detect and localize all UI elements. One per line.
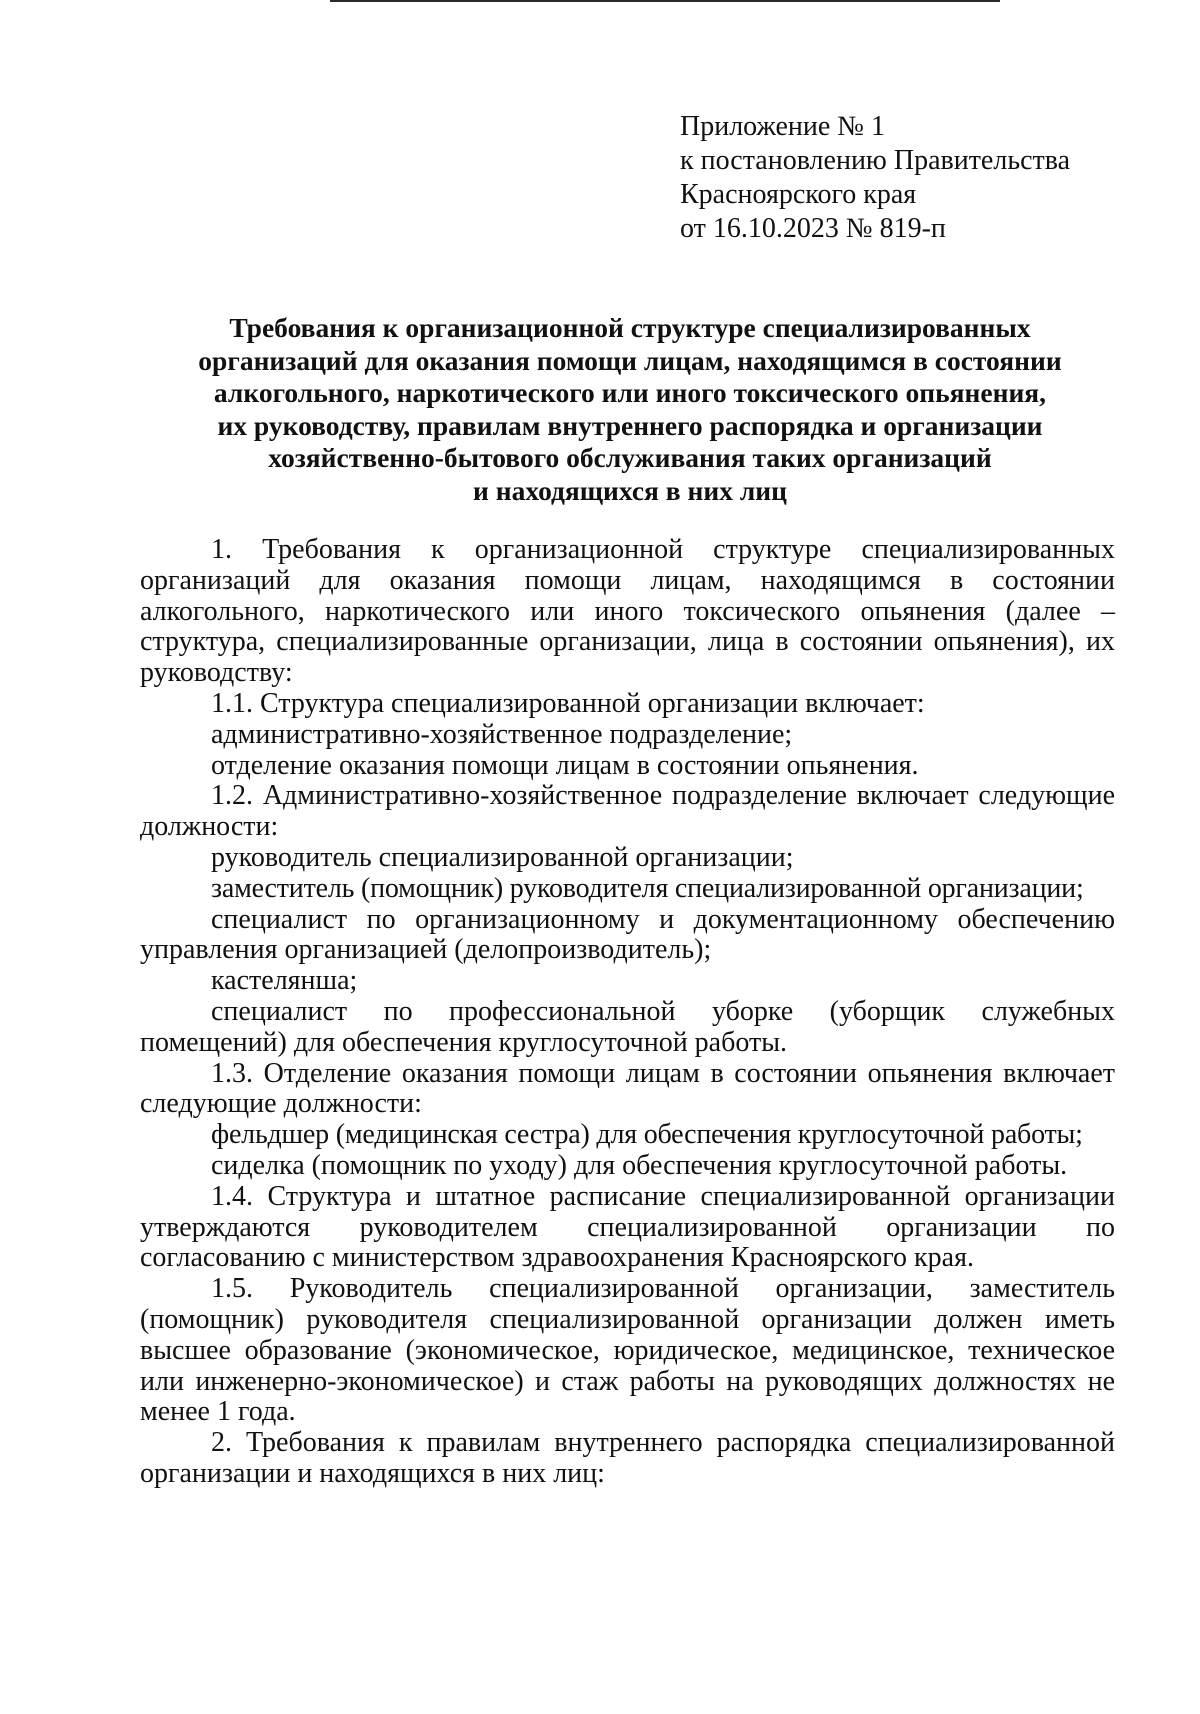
paragraph-1-3: 1.3. Отделение оказания помощи лицам в состоянии опьянения включает следующие должности: [140,1057,1115,1120]
top-border-line [330,0,1000,2]
appendix-decree-ref: к постановлению Правительства [680,145,1071,176]
paragraph-1-1: 1.1. Структура специализированной организации включает: [211,687,925,719]
document-title [140,312,1120,507]
appendix-header [680,110,1070,246]
paragraph-1-4: 1.4. Структура и штатное расписание специализированной организации утверждаются руководителем специализированной организации по согласованию с министерством здравоохранения Красноярского края. [140,1180,1115,1274]
list-item: специалист по организационному и документационному обеспечению управления организацией (делопроизводитель); [140,903,1115,966]
paragraph-2: 2. Требования к правилам внутреннего распорядка специализированной организации и находящихся в них лиц: [140,1427,1115,1489]
list-item: заместитель (помощник) руководителя специализированной организации; [211,872,1084,904]
paragraph-1-2: 1.2. Административно-хозяйственное подразделение включает следующие должности: [140,780,1115,843]
title-line: Требования к организационной структуре специализированных [229,312,1031,343]
list-item: отделение оказания помощи лицам в состоянии опьянения. [211,749,919,781]
appendix-region: Красноярского края [680,179,917,210]
title-line: организаций для оказания помощи лицам, находящимся в состоянии [198,344,1062,376]
paragraph-1-5: 1.5. Руководитель специализированной организации, заместитель (помощник) руководителя специализированной организации должен иметь высшее образование (экономическое, юридическое, медицинское, техническое или инженерно-экономическое) и стаж работы на руководящих должностях не менее 1 года. [140,1273,1115,1428]
appendix-number: Приложение № 1 [680,111,885,142]
list-item: специалист по профессиональной уборке (уборщик служебных помещений) для обеспечения круглосуточной работы. [140,995,1115,1058]
appendix-date-number: от 16.10.2023 № 819-п [680,213,946,244]
list-item: кастелянша; [211,965,358,997]
list-item: административно-хозяйственное подразделение; [211,718,793,750]
document-body [140,535,1115,1490]
title-line: их руководству, правилам внутреннего распорядка и организации [217,409,1043,441]
list-item: руководитель специализированной организации; [211,841,794,873]
list-item: фельдшер (медицинская сестра) для обеспечения круглосуточной работы; [211,1119,1083,1151]
title-line: и находящихся в них лиц [473,474,787,506]
title-line: алкогольного, наркотического или иного токсического опьянения, [213,377,1047,408]
paragraph-1: 1. Требования к организационной структуре специализированных организаций для оказания помощи лицам, находящимся в состоянии алкогольного, наркотического или иного токсического опьянения (далее – структура, специализированные организации, лица в состоянии опьянения), их руководству: [140,534,1115,689]
list-item: сиделка (помощник по уходу) для обеспечения круглосуточной работы. [211,1149,1068,1181]
title-line: хозяйственно-бытового обслуживания таких организаций [268,442,992,473]
